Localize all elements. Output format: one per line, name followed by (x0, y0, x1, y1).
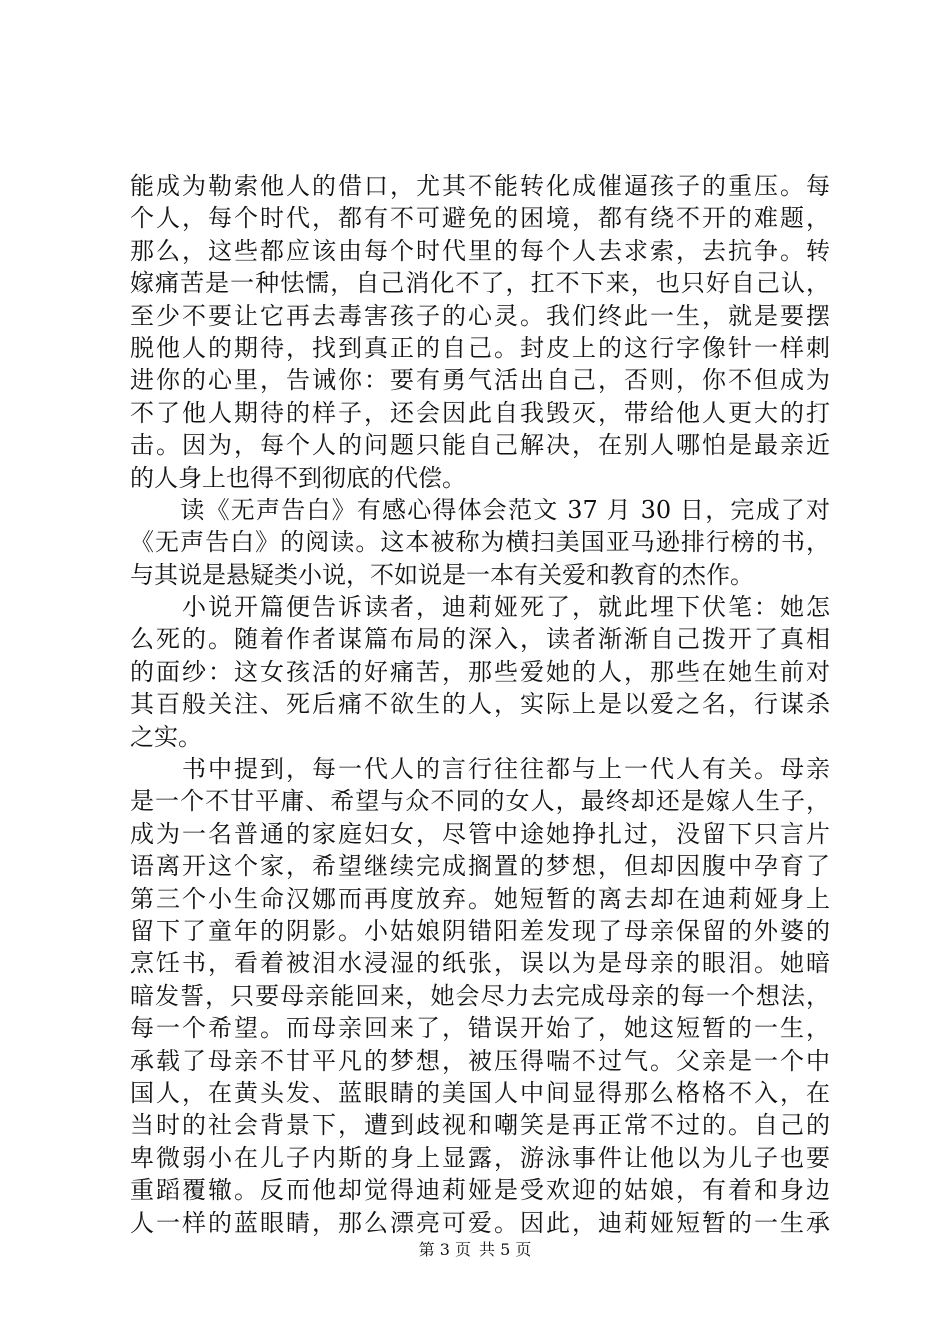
body-text (130, 170, 830, 1239)
text-line: 与其说是悬疑类小说，不如说是一本有关爱和教育的杰作。 (130, 560, 754, 589)
text-line: 承载了母亲不甘平凡的梦想，被压得喘不过气。父亲是一个中 (130, 1046, 830, 1075)
text-line: 重蹈覆辙。反而他却觉得迪莉娅是受欢迎的姑娘，有着和身边 (130, 1176, 830, 1205)
text-line: 书中提到，每一代人的言行往往都与上一代人有关。母亲 (130, 755, 830, 784)
text-line: 至少不要让它再去毒害孩子的心灵。我们终此一生，就是要摆 (130, 301, 830, 330)
text-line: 当时的社会背景下，遭到歧视和嘲笑是再正常不过的。自己的 (130, 1111, 830, 1140)
text-line: 语离开这个家，希望继续完成搁置的梦想，但却因腹中孕育了 (130, 852, 830, 881)
text-line: 个人，每个时代，都有不可避免的困境，都有绕不开的难题， (130, 204, 830, 233)
text-line: 暗发誓，只要母亲能回来，她会尽力去完成母亲的每一个想法， (130, 981, 830, 1010)
text-line: 留下了童年的阴影。小姑娘阴错阳差发现了母亲保留的外婆的 (130, 916, 830, 945)
text-line: 卑微弱小在儿子内斯的身上显露，游泳事件让他以为儿子也要 (130, 1143, 830, 1172)
text-line: 是一个不甘平庸、希望与众不同的女人，最终却还是嫁人生子， (130, 787, 830, 816)
text-line: 每一个希望。而母亲回来了，错误开始了，她这短暂的一生， (130, 1014, 830, 1043)
text-line: 烹饪书，看着被泪水浸湿的纸张，误以为是母亲的眼泪。她暗 (130, 949, 830, 978)
text-line: 国人，在黄头发、蓝眼睛的美国人中间显得那么格格不入，在 (130, 1078, 830, 1107)
page-footer (0, 1240, 950, 1260)
text-line: 进你的心里，告诫你：要有勇气活出自己，否则，你不但成为 (130, 366, 830, 395)
text-line: 么死的。随着作者谋篇布局的深入，读者渐渐自己拨开了真相 (130, 625, 830, 654)
text-line: 人一样的蓝眼睛，那么漂亮可爱。因此，迪莉娅短暂的一生承 (130, 1208, 830, 1237)
text-line: 第三个小生命汉娜而再度放弃。她短暂的离去却在迪莉娅身上 (130, 884, 830, 913)
text-line: 脱他人的期待，找到真正的自己。封皮上的这行字像针一样刺 (130, 333, 830, 362)
text-line: 的面纱：这女孩活的好痛苦，那些爱她的人，那些在她生前对 (130, 657, 830, 686)
text-line: 能成为勒索他人的借口，尤其不能转化成催逼孩子的重压。每 (130, 172, 830, 200)
text-line: 《无声告白》的阅读。这本被称为横扫美国亚马逊排行榜的书， (130, 528, 830, 557)
page-number: 第 3 页 (418, 1240, 471, 1259)
text-line: 击。因为，每个人的问题只能自己解决，在别人哪怕是最亲近 (130, 431, 830, 460)
page-total: 共 5 页 (479, 1240, 532, 1259)
text-line: 小说开篇便告诉读者，迪莉娅死了，就此埋下伏笔：她怎 (130, 593, 830, 622)
text-line: 的人身上也得不到彻底的代偿。 (130, 463, 466, 492)
text-line: 成为一名普通的家庭妇女，尽管中途她挣扎过，没留下只言片 (130, 819, 830, 848)
text-line: 嫁痛苦是一种怯懦，自己消化不了，扛不下来，也只好自己认， (130, 269, 830, 298)
text-line: 那么，这些都应该由每个时代里的每个人去求索，去抗争。转 (130, 236, 830, 265)
text-line: 之实。 (130, 722, 202, 751)
text-line: 不了他人期待的样子，还会因此自我毁灭，带给他人更大的打 (130, 398, 830, 427)
text-line: 其百般关注、死后痛不欲生的人，实际上是以爱之名，行谋杀 (130, 690, 830, 719)
text-line: 读《无声告白》有感心得体会范文 37 月 30 日，完成了对 (130, 495, 830, 524)
